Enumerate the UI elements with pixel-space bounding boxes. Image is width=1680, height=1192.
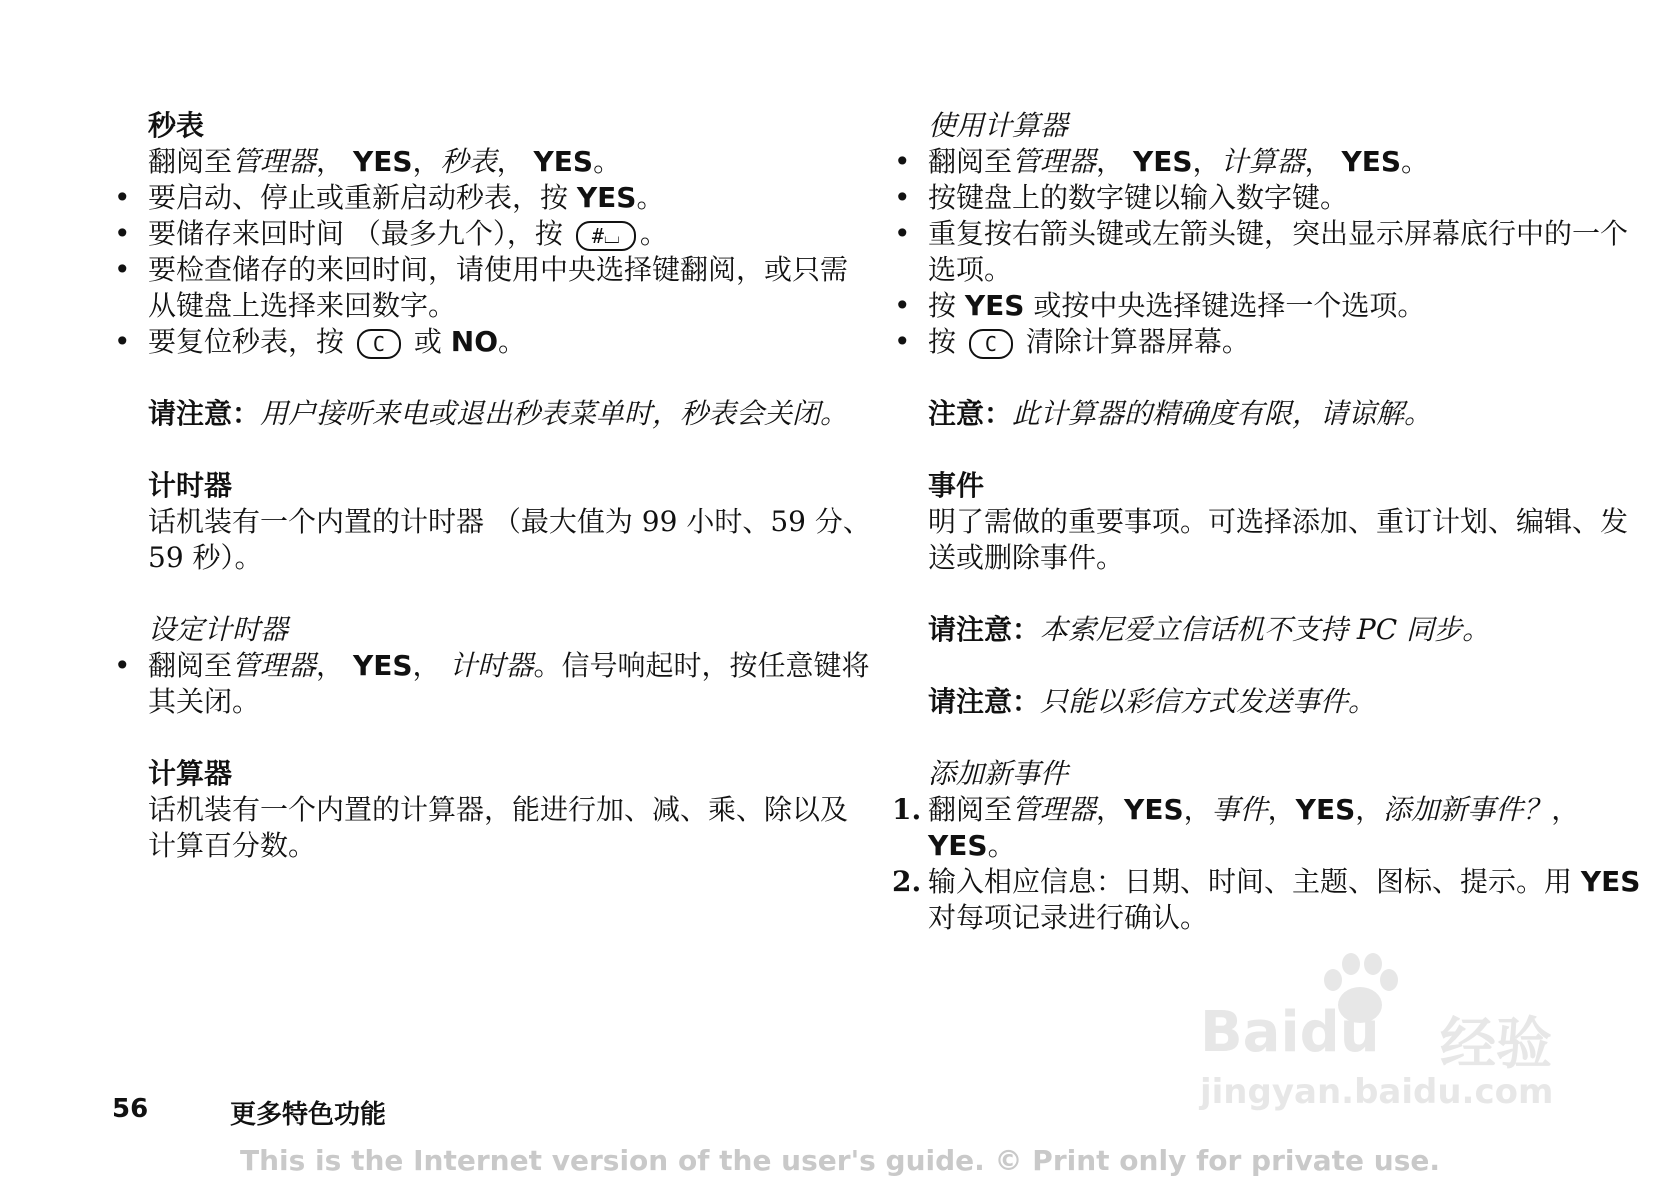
- watermark-brand: Baidu: [1200, 1000, 1380, 1065]
- c-key-icon: C: [357, 329, 401, 359]
- events-note-2: 请注意：只能以彩信方式发送事件。: [928, 685, 1377, 718]
- heading-stopwatch: 秒表: [148, 109, 205, 142]
- page-number: 56: [112, 1094, 149, 1124]
- calc-bullet-clear: • 按 C 清除计算器屏幕。: [892, 324, 1652, 360]
- calculator-text: 话机装有一个内置的计算器，能进行加、减、乘、除以及计算百分数。: [148, 793, 849, 862]
- heading-timer: 计时器: [148, 469, 233, 502]
- heading-use-calculator: 使用计算器: [928, 109, 1069, 142]
- c-key-icon: C: [969, 329, 1013, 359]
- heading-add-event: 添加新事件: [928, 757, 1069, 790]
- calc-note: 注意：此计算器的精确度有限，请谅解。: [928, 397, 1433, 430]
- stopwatch-bullet-start: • 要启动、停止或重新启动秒表，按 YES。: [112, 180, 872, 216]
- calc-bullet-digits: • 按键盘上的数字键以输入数字键。: [892, 180, 1652, 216]
- watermark-url: jingyan.baidu.com: [1200, 1072, 1554, 1112]
- calc-bullet-select: • 按 YES 或按中央选择键选择一个选项。: [892, 288, 1652, 324]
- calc-bullet-nav: • 翻阅至管理器， YES，计算器， YES。: [892, 144, 1652, 180]
- add-event-step-2: 2. 输入相应信息：日期、时间、主题、图标、提示。用 YES 对每项记录进行确认。: [892, 865, 1641, 934]
- hash-key-icon: #⌴: [576, 221, 636, 251]
- footer-section-title: 更多特色功能: [230, 1100, 387, 1130]
- events-text: 明了需做的重要事项。可选择添加、重订计划、编辑、发送或删除事件。: [928, 505, 1629, 574]
- stopwatch-bullet-save: • 要储存来回时间 （最多九个），按 #⌴ 。: [112, 216, 872, 252]
- stopwatch-bullet-reset: • 要复位秒表，按 C 或 NO。: [112, 324, 872, 360]
- calc-bullet-arrows: • 重复按右箭头键或左箭头键，突出显示屏幕底行中的一个选项。: [892, 216, 1652, 288]
- left-column: [112, 108, 872, 864]
- watermark-brand-cn: 经验: [1440, 1012, 1552, 1077]
- events-note-1: 请注意：本索尼爱立信话机不支持 PC 同步。: [928, 613, 1491, 646]
- heading-set-timer: 设定计时器: [148, 613, 289, 646]
- timer-text: 话机装有一个内置的计时器 （最大值为 99 小时、59 分、 59 秒）。: [148, 505, 871, 574]
- disclaimer: This is the Internet version of the user's guide. © Print only for private use.: [240, 1144, 1440, 1177]
- stopwatch-note: 请注意：用户接听来电或退出秒表菜单时，秒表会关闭。: [148, 397, 849, 430]
- timer-bullet: • 翻阅至管理器， YES， 计时器。信号响起时，按任意键将其关闭。: [112, 648, 872, 720]
- heading-events: 事件: [928, 469, 985, 502]
- right-column: [892, 108, 1652, 936]
- heading-calculator: 计算器: [148, 757, 233, 790]
- stopwatch-bullet-check: • 要检查储存的来回时间，请使用中央选择键翻阅，或只需从键盘上选择来回数字。: [112, 252, 872, 324]
- add-event-step-1: 1. 翻阅至管理器，YES，事件，YES，添加新事件？，YES。: [892, 793, 1580, 862]
- baidu-watermark: [1200, 950, 1600, 1130]
- stopwatch-nav: 翻阅至管理器， YES，秒表， YES。: [148, 145, 622, 178]
